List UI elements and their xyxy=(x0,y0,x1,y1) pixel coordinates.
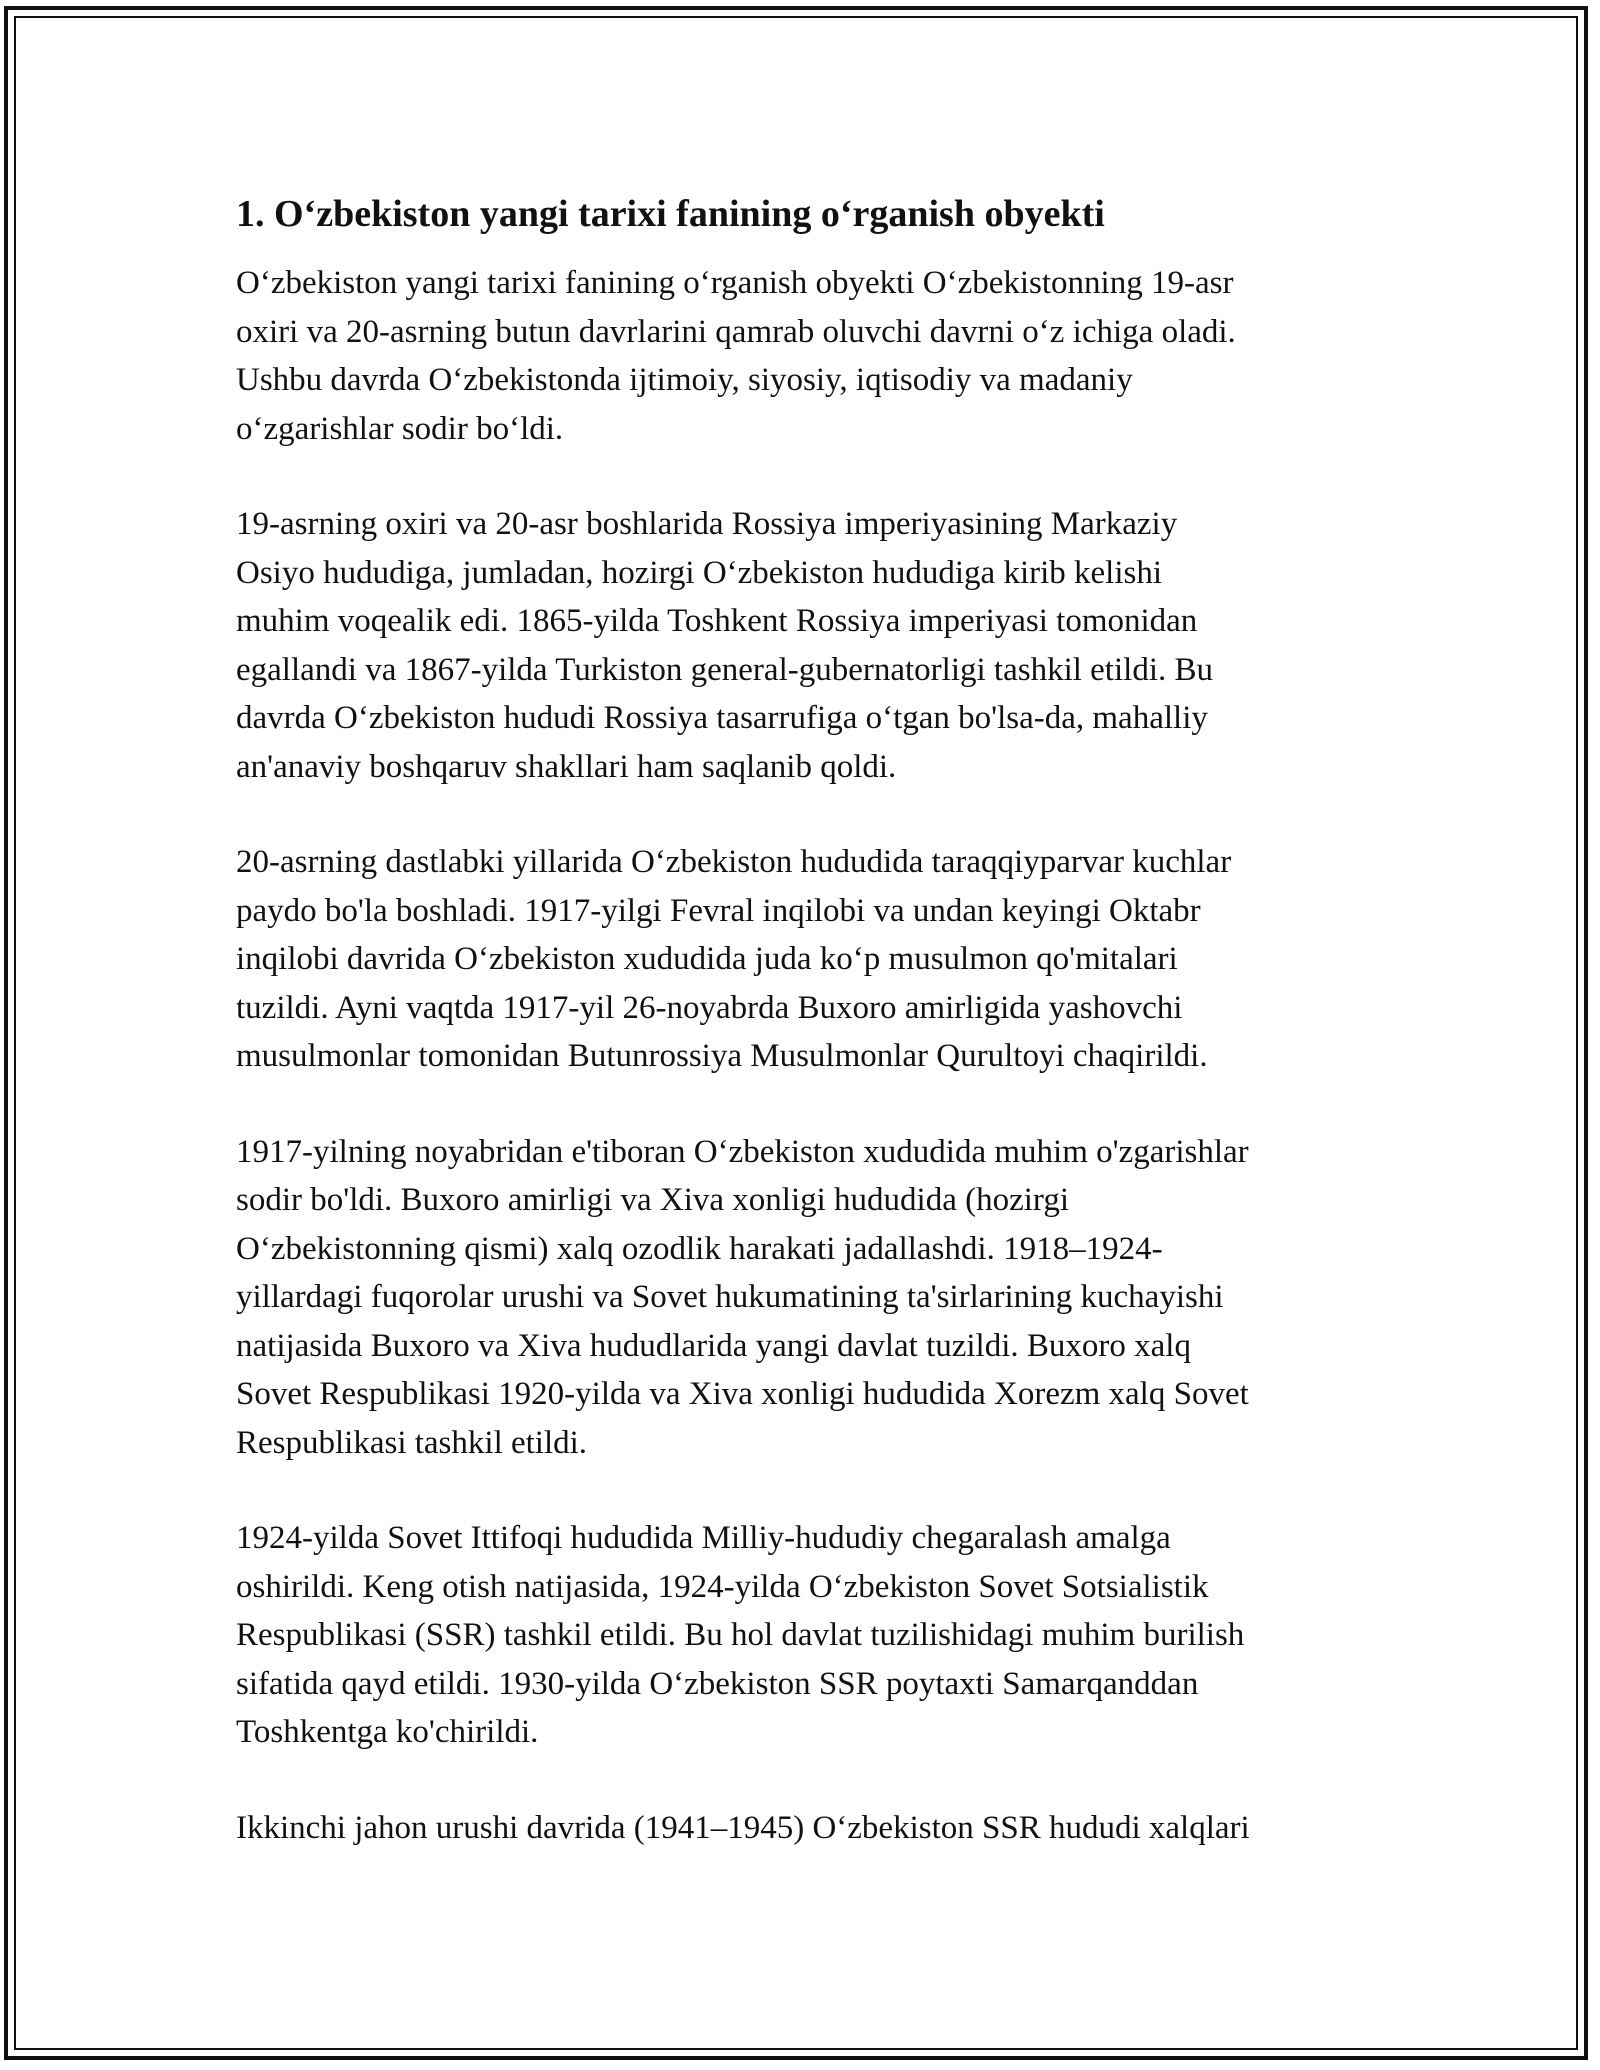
paragraph-line: Osiyo hududiga, jumladan, hozirgi Oʻzbekiston hududiga kirib kelishi xyxy=(236,554,1163,591)
paragraph-line: oxiri va 20-asrning butun davrlarini qamrab oluvchi davrni oʻz ichiga oladi. xyxy=(236,313,1236,350)
document-body xyxy=(236,190,1376,1852)
paragraph-line: muhim voqealik edi. 1865-yilda Toshkent Rossiya imperiyasi tomonidan xyxy=(236,603,1198,639)
paragraph-line: inqilobi davrida Oʻzbekiston xududida juda koʻp musulmon qo'mitalari xyxy=(236,941,1178,977)
paragraph-line: Ikkinchi jahon urushi davrida (1941–1945) Oʻzbekiston SSR hududi xalqlari xyxy=(236,1809,1250,1846)
paragraph-4 xyxy=(236,1128,1376,1468)
paragraph-line: natijasida Buxoro va Xiva hududlarida yangi davlat tuzildi. Buxoro xalq xyxy=(236,1327,1191,1364)
paragraph-line: paydo bo'la boshladi. 1917-yilgi Fevral inqilobi va undan keyingi Oktabr xyxy=(236,892,1201,929)
paragraph-line: egallandi va 1867-yilda Turkiston general-gubernatorligi tashkil etildi. Bu xyxy=(236,651,1213,688)
paragraph-line: yillardagi fuqorolar urushi va Sovet hukumatining ta'sirlarining kuchayishi xyxy=(236,1279,1224,1315)
paragraph-line: tuzildi. Ayni vaqtda 1917-yil 26-noyabrda Buxoro amirligida yashovchi xyxy=(236,989,1183,1026)
paragraph-5 xyxy=(236,1514,1376,1757)
paragraph-line: Respublikasi (SSR) tashkil etildi. Bu hol davlat tuzilishidagi muhim burilish xyxy=(236,1617,1245,1653)
paragraph-6 xyxy=(236,1804,1376,1853)
paragraph-line: oshirildi. Keng otish natijasida, 1924-yilda Oʻzbekiston Sovet Sotsialistik xyxy=(236,1568,1209,1605)
paragraph-line: Ushbu davrda Oʻzbekistonda ijtimoiy, siyosiy, iqtisodiy va madaniy xyxy=(236,362,1133,398)
section-heading: 1. Oʻzbekiston yangi tarixi fanining oʻrganish obyekti xyxy=(236,193,1105,235)
paragraph-line: davrda Oʻzbekiston hududi Rossiya tasarrufiga oʻtgan bo'lsa-da, mahalliy xyxy=(236,700,1208,736)
paragraph-2 xyxy=(236,500,1376,791)
paragraph-3 xyxy=(236,838,1376,1081)
paragraph-line: 1917-yilning noyabridan e'tiboran Oʻzbekiston xududida muhim o'zgarishlar xyxy=(236,1133,1249,1170)
paragraph-line: Oʻzbekiston yangi tarixi fanining oʻrganish obyekti Oʻzbekistonning 19-asr xyxy=(236,265,1234,301)
paragraph-line: Sovet Respublikasi 1920-yilda va Xiva xonligi hududida Xorezm xalq Sovet xyxy=(236,1376,1249,1412)
paragraph-line: Respublikasi tashkil etildi. xyxy=(236,1424,588,1461)
paragraph-line: 1924-yilda Sovet Ittifoqi hududida Milliy-hududiy chegaralash amalga xyxy=(236,1520,1171,1556)
paragraph-line: 19-asrning oxiri va 20-asr boshlarida Rossiya imperiyasining Markaziy xyxy=(236,506,1178,542)
paragraph-line: oʻzgarishlar sodir boʻldi. xyxy=(236,410,564,447)
paragraph-line: Toshkentga ko'chirildi. xyxy=(236,1714,539,1750)
paragraph-1 xyxy=(236,259,1376,453)
paragraph-line: Oʻzbekistonning qismi) xalq ozodlik harakati jadallashdi. 1918–1924- xyxy=(236,1230,1163,1267)
paragraph-line: an'anaviy boshqaruv shakllari ham saqlanib qoldi. xyxy=(236,748,897,785)
paragraph-line: sifatida qayd etildi. 1930-yilda Oʻzbekiston SSR poytaxti Samarqanddan xyxy=(236,1665,1199,1702)
paragraph-line: 20-asrning dastlabki yillarida Oʻzbekiston hududida taraqqiyparvar kuchlar xyxy=(236,844,1232,880)
paragraph-line: musulmonlar tomonidan Butunrossiya Musulmonlar Qurultoyi chaqirildi. xyxy=(236,1038,1208,1074)
paragraph-line: sodir bo'ldi. Buxoro amirligi va Xiva xonligi hududida (hozirgi xyxy=(236,1182,1069,1218)
